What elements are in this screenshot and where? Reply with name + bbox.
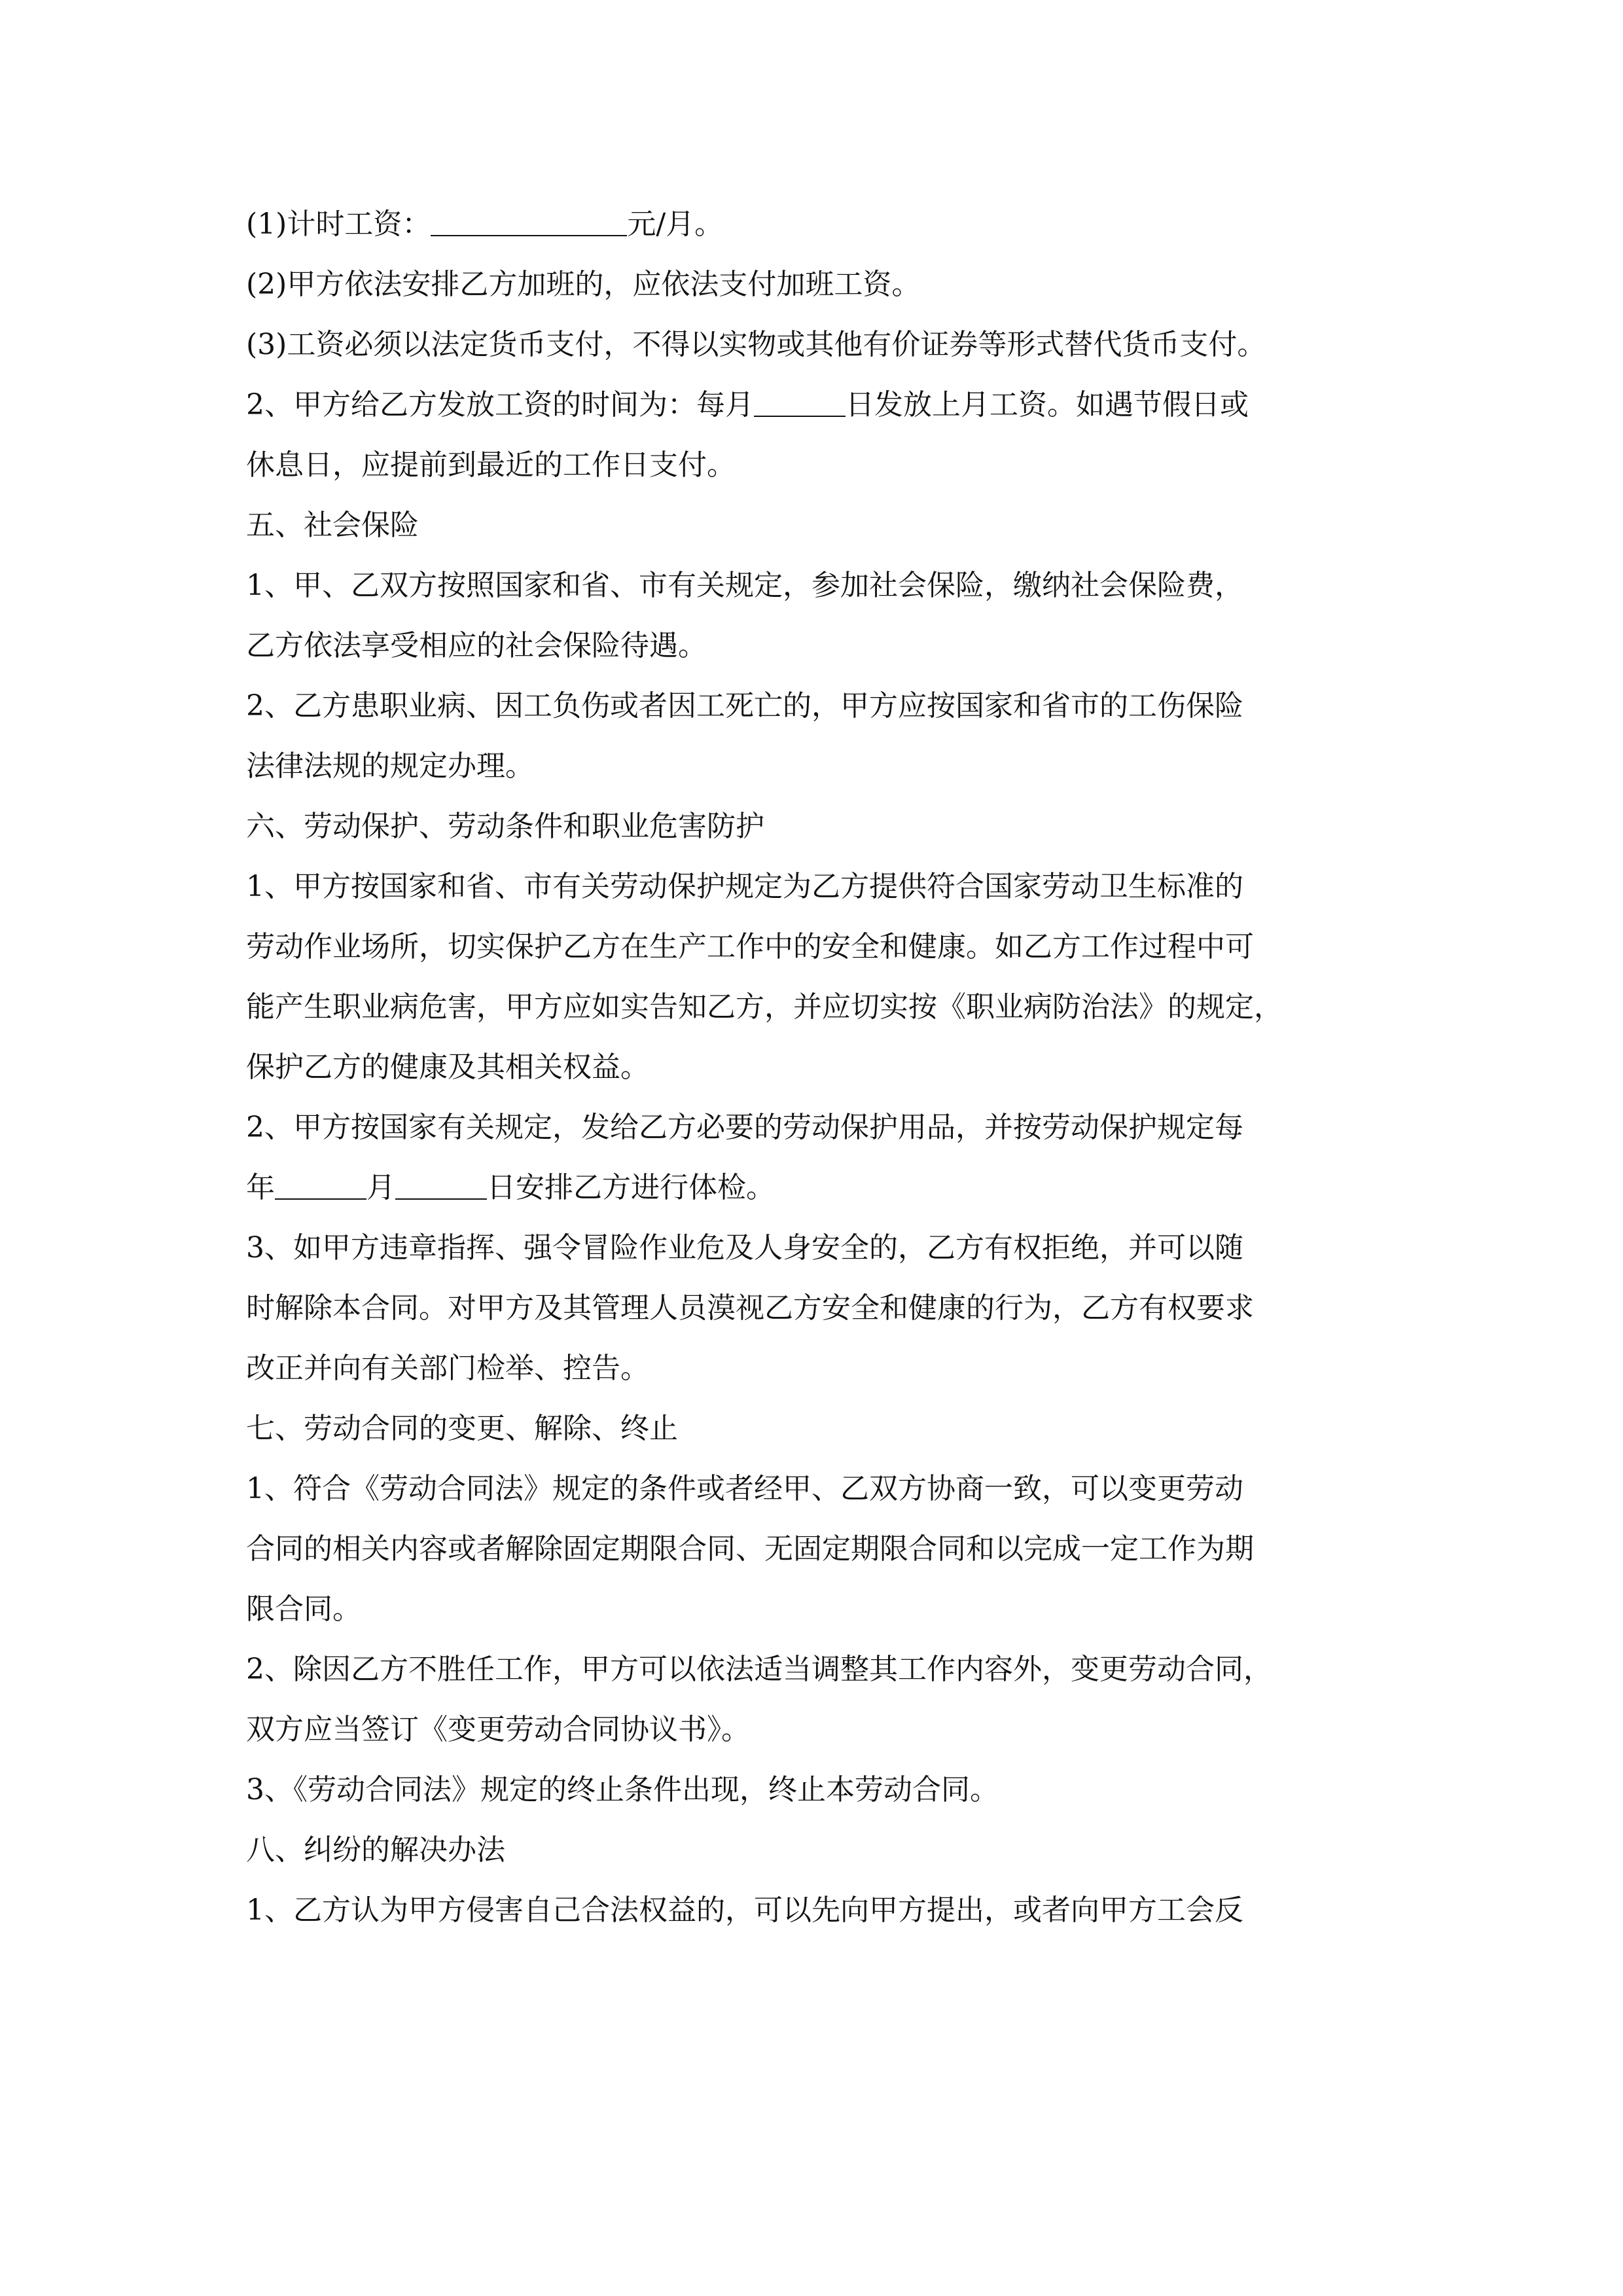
protection-p1-line-4: 保护乙方的健康及其相关权益。	[246, 1050, 649, 1084]
protection-p2-line-1: 2、甲方按国家有关规定，发给乙方必要的劳动保护用品，并按劳动保护规定每	[246, 1111, 1243, 1144]
checkup-month-blank	[275, 1170, 366, 1200]
changes-p1-line-1: 1、符合《劳动合同法》规定的条件或者经甲、乙双方协商一致，可以变更劳动	[246, 1472, 1243, 1505]
checkup-day-blank	[395, 1170, 487, 1200]
contract-body	[246, 204, 1378, 1950]
section-heading-disputes: 八、纠纷的解决办法	[246, 1833, 505, 1867]
protection-p1-line-3: 能产生职业病危害，甲方应如实告知乙方，并应切实按《职业病防治法》的规定，	[246, 990, 1283, 1024]
protection-p1-line-1: 1、甲方按国家和省、市有关劳动保护规定为乙方提供符合国家劳动卫生标准的	[246, 870, 1243, 903]
currency-line: (3)工资必须以法定货币支付，不得以实物或其他有价证券等形式替代货币支付。	[246, 328, 1266, 361]
section-heading-social-insurance: 五、社会保险	[246, 509, 419, 542]
protection-p3-line-2: 时解除本合同。对甲方及其管理人员漠视乙方安全和健康的行为，乙方有权要求	[246, 1291, 1254, 1325]
changes-p1-line-2: 合同的相关内容或者解除固定期限合同、无固定期限合同和以完成一定工作为期	[246, 1532, 1254, 1566]
section-heading-contract-changes: 七、劳动合同的变更、解除、终止	[246, 1412, 678, 1445]
changes-p2-line-2: 双方应当签订《变更劳动合同协议书》。	[246, 1713, 750, 1746]
hourly-wage-line: (1)计时工资： 元/月。	[246, 207, 724, 241]
hourly-wage-blank	[431, 206, 627, 236]
changes-p3-line-1: 3、《劳动合同法》规定的终止条件出现，终止本劳动合同。	[246, 1773, 999, 1806]
pay-date-line: 2、甲方给乙方发放工资的时间为：每月 日发放上月工资。如遇节假日或	[246, 388, 1249, 422]
section-heading-labor-protection: 六、劳动保护、劳动条件和职业危害防护	[246, 810, 764, 843]
disputes-p1-line-1: 1、乙方认为甲方侵害自己合法权益的，可以先向甲方提出，或者向甲方工会反	[246, 1893, 1243, 1927]
pay-day-blank	[754, 387, 846, 417]
social-p2-line-2: 法律法规的规定办理。	[246, 749, 534, 783]
social-p1-line-2: 乙方依法享受相应的社会保险待遇。	[246, 629, 707, 662]
protection-p3-line-1: 3、如甲方违章指挥、强令冒险作业危及人身安全的，乙方有权拒绝，并可以随	[246, 1231, 1243, 1265]
protection-p3-line-3: 改正并向有关部门检举、控告。	[246, 1352, 649, 1385]
changes-p1-line-3: 限合同。	[246, 1592, 361, 1626]
pay-date-line-2: 休息日，应提前到最近的工作日支付。	[246, 448, 736, 482]
changes-p2-line-1: 2、除因乙方不胜任工作，甲方可以依法适当调整其工作内容外，变更劳动合同，	[246, 1653, 1272, 1686]
overtime-line: (2)甲方依法安排乙方加班的，应依法支付加班工资。	[246, 268, 921, 301]
social-p2-line-1: 2、乙方患职业病、因工负伤或者因工死亡的，甲方应按国家和省市的工伤保险	[246, 689, 1243, 723]
checkup-date-line: 年 月 日安排乙方进行体检。	[246, 1171, 775, 1204]
protection-p1-line-2: 劳动作业场所，切实保护乙方在生产工作中的安全和健康。如乙方工作过程中可	[246, 930, 1254, 963]
social-p1-line-1: 1、甲、乙双方按照国家和省、市有关规定，参加社会保险，缴纳社会保险费，	[246, 569, 1243, 602]
